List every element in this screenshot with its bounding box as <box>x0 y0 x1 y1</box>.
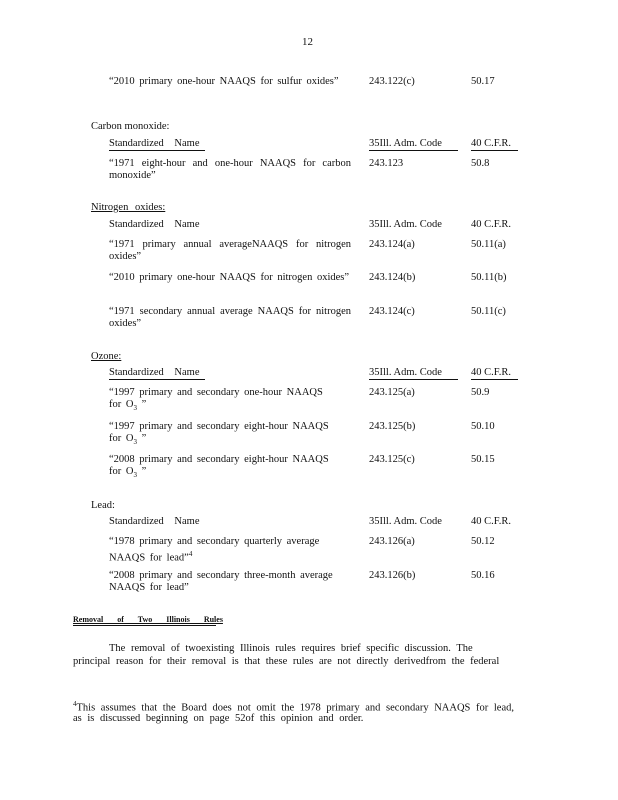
ozone-standard-name: “2008 primary and secondary eight-hour NAAQS for $O_3$ ” <box>109 454 329 480</box>
ozone-il-code: 243.125(b) <box>369 421 416 432</box>
footnote: $^4$This assumes that the Board does not omit the 1978 primary and secondary NAAQS for lead, <box>73 700 515 714</box>
body-paragraph-line: The removal of twoexisting Illinois rules requires brief specific discussion. The <box>109 643 473 654</box>
ozone-il-code: 243.125(a) <box>369 387 415 398</box>
ozone-standard-name: “1997 primary and secondary eight-hour NAAQS for $O_3$ ” <box>109 421 329 447</box>
page-number: 12 <box>302 36 313 48</box>
lead-cfr: 50.16 <box>471 570 495 581</box>
lead-il-code: 243.126(a) <box>369 536 415 547</box>
lead-col-name: Standardized Name <box>109 516 200 527</box>
nitrogen-il-code: 243.124(b) <box>369 272 416 283</box>
nitrogen-il-code: 243.124(a) <box>369 239 415 250</box>
footnote-mark: 4 <box>73 700 77 708</box>
ozone-col-underline <box>369 379 458 380</box>
ozone-standard-name: “1997 primary and secondary one-hour NAAQS for $O_3$ ” <box>109 387 323 413</box>
lead-standard-name: “1978 primary and secondary quarterly average NAAQS for lead”$^4$ <box>109 536 320 564</box>
carbon-standard-name: “1971 eight-hour and one-hour NAAQS for carbon monoxide” <box>109 158 351 181</box>
carbon-col-underline <box>471 150 518 151</box>
carbon-il-code: 243.123 <box>369 158 404 169</box>
nitrogen-standard-name: “1971 primary annual averageNAAQS for nitrogen oxides” <box>109 239 351 262</box>
ozone-heading: Ozone: <box>91 351 122 362</box>
nitrogen-col-code: 35Ill. Adm. Code <box>369 219 442 230</box>
nitrogen-col-cfr: 40 C.F.R. <box>471 219 512 230</box>
nitrogen-col-name: Standardized Name <box>109 219 200 230</box>
sulfur-il-code: 243.122(c) <box>369 76 415 87</box>
nitrogen-standard-name: “2010 primary one-hour NAAQS for nitrogen oxides” <box>109 272 350 283</box>
ozone-cfr: 50.15 <box>471 454 495 465</box>
nitrogen-heading: Nitrogen oxides: <box>91 202 166 213</box>
lead-standard-name: “2008 primary and secondary three-month average NAAQS for lead” <box>109 570 333 593</box>
carbon-cfr: 50.8 <box>471 158 490 169</box>
footnote-line: as is discussed beginning on page 52of this opinion and order. <box>73 713 364 724</box>
sulfur-cfr: 50.17 <box>471 76 495 87</box>
nitrogen-il-code: 243.124(c) <box>369 306 415 317</box>
body-paragraph-line: principal reason for their removal is that these rules are not directly derivedfrom the federal <box>73 656 500 667</box>
ozone-il-code: 243.125(c) <box>369 454 415 465</box>
carbon-col-cfr: 40 C.F.R. <box>471 138 512 149</box>
carbon-heading: Carbon monoxide: <box>91 121 170 132</box>
ozone-col-underline <box>109 379 205 380</box>
carbon-col-name: Standardized Name <box>109 138 200 149</box>
sulfur-standard-name: “2010 primary one-hour NAAQS for sulfur oxides” <box>109 76 339 87</box>
lead-col-cfr: 40 C.F.R. <box>471 516 512 527</box>
carbon-col-underline <box>369 150 458 151</box>
ozone-col-cfr: 40 C.F.R. <box>471 367 512 378</box>
carbon-col-code: 35Ill. Adm. Code <box>369 138 442 149</box>
ozone-col-code: 35Ill. Adm. Code <box>369 367 442 378</box>
nitrogen-standard-name: “1971 secondary annual average NAAQS for nitrogen oxides” <box>109 306 351 329</box>
ozone-cfr: 50.10 <box>471 421 495 432</box>
ozone-col-underline <box>471 379 518 380</box>
ozone-col-name: Standardized Name <box>109 367 200 378</box>
nitrogen-cfr: 50.11(c) <box>471 306 506 317</box>
carbon-col-underline <box>109 150 205 151</box>
lead-il-code: 243.126(b) <box>369 570 416 581</box>
removal-heading: Removal of Two Illinois Rules <box>73 615 223 624</box>
nitrogen-cfr: 50.11(a) <box>471 239 506 250</box>
lead-col-code: 35Ill. Adm. Code <box>369 516 442 527</box>
lead-cfr: 50.12 <box>471 536 495 547</box>
removal-heading-underline <box>73 625 216 626</box>
ozone-cfr: 50.9 <box>471 387 490 398</box>
nitrogen-cfr: 50.11(b) <box>471 272 507 283</box>
lead-heading: Lead: <box>91 500 115 511</box>
